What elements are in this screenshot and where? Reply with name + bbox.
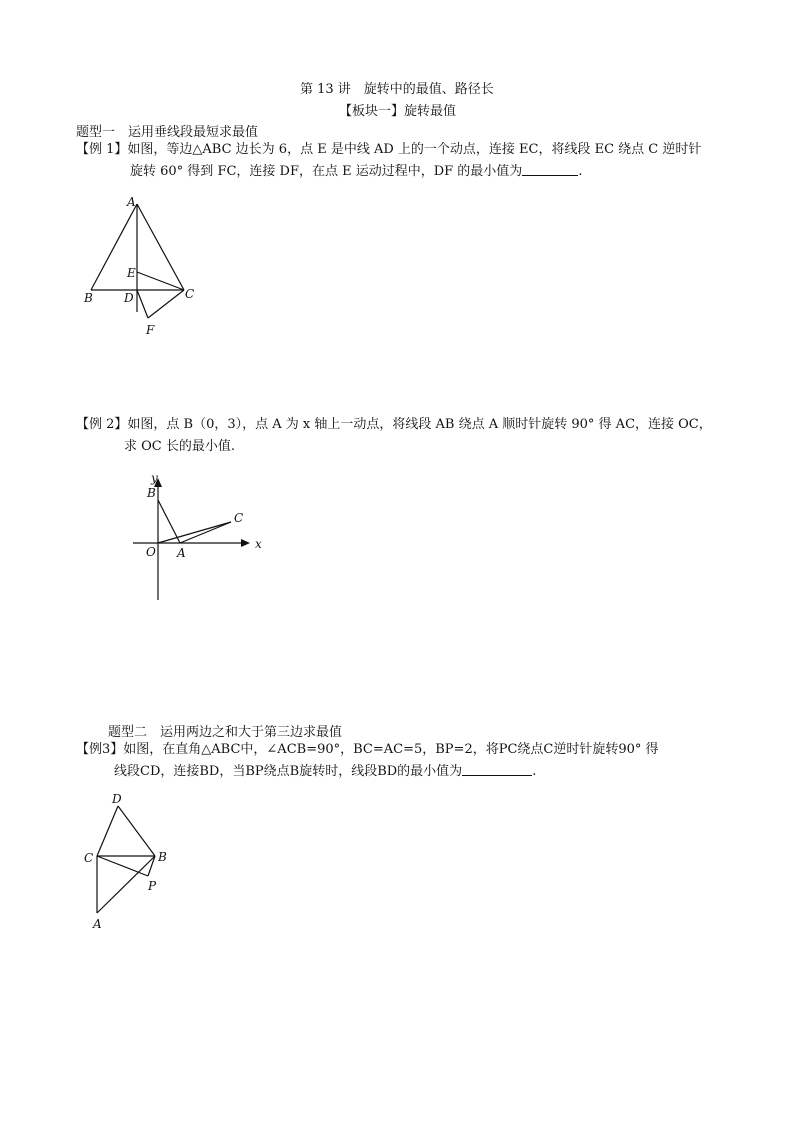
example-3-tag: 【例3】 bbox=[76, 742, 124, 757]
example-2-text-1: 如图，点 B（0，3），点 A 为 x 轴上一动点，将线段 AB 绕点 A 顺时针旋转 90° 得 AC，连接 OC， bbox=[127, 417, 712, 432]
example-2-text-2: 求 OC 长的最小值. bbox=[124, 439, 236, 454]
figure-1-label-c: C bbox=[185, 287, 195, 301]
example-1-tag: 【例 1】 bbox=[76, 142, 128, 157]
example-2-tag: 【例 2】 bbox=[76, 417, 128, 432]
figure-1-label-b: B bbox=[84, 291, 93, 305]
figure-1-label-a: A bbox=[127, 195, 136, 209]
figure-1-label-e: E bbox=[127, 266, 136, 280]
figure-2-label-o: O bbox=[146, 545, 156, 559]
example-1-text-2: 旋转 60° 得到 FC，连接 DF，在点 E 运动过程中，DF 的最小值为 bbox=[130, 164, 523, 179]
figure-2-label-b: B bbox=[147, 486, 156, 500]
figure-2-label-y: y bbox=[151, 471, 158, 485]
example-3-text-2: 线段CD，连接BD，当BP绕点B旋转时，线段BD的最小值为 bbox=[114, 764, 463, 779]
example-3-text-1: 如图，在直角△ABC中，∠ACB=90°，BC=AC=5，BP=2，将PC绕点C逆时针旋转90° 得 bbox=[123, 742, 659, 757]
figure-1-label-f: F bbox=[146, 323, 155, 337]
figure-2-label-c: C bbox=[234, 511, 244, 525]
example-1-period: . bbox=[578, 164, 583, 179]
figure-2-label-a: A bbox=[177, 546, 186, 560]
figure-1-label-d: D bbox=[124, 291, 134, 305]
example-3-period: . bbox=[532, 764, 537, 779]
figure-3-lines bbox=[97, 806, 155, 913]
example-1-text-1: 如图，等边△ABC 边长为 6，点 E 是中线 AD 上的一个动点，连接 EC，将线段 EC 绕点 C 逆时针 bbox=[127, 142, 702, 157]
figure-3-label-a: A bbox=[93, 917, 102, 931]
figure-3-label-d: D bbox=[112, 792, 122, 806]
figure-3-label-b: B bbox=[158, 850, 167, 864]
figure-3-label-p: P bbox=[148, 879, 157, 893]
section-heading-1: 题型一 运用垂线段最短求最值 bbox=[76, 125, 259, 140]
figure-2-label-x: x bbox=[255, 537, 262, 551]
section-heading-2: 题型二 运用两边之和大于第三边求最值 bbox=[108, 725, 343, 740]
block-heading: 【板块一】旋转最值 bbox=[339, 104, 457, 119]
figure-3-label-c: C bbox=[84, 851, 94, 865]
page-title: 第 13 讲 旋转中的最值、路径长 bbox=[300, 82, 494, 97]
